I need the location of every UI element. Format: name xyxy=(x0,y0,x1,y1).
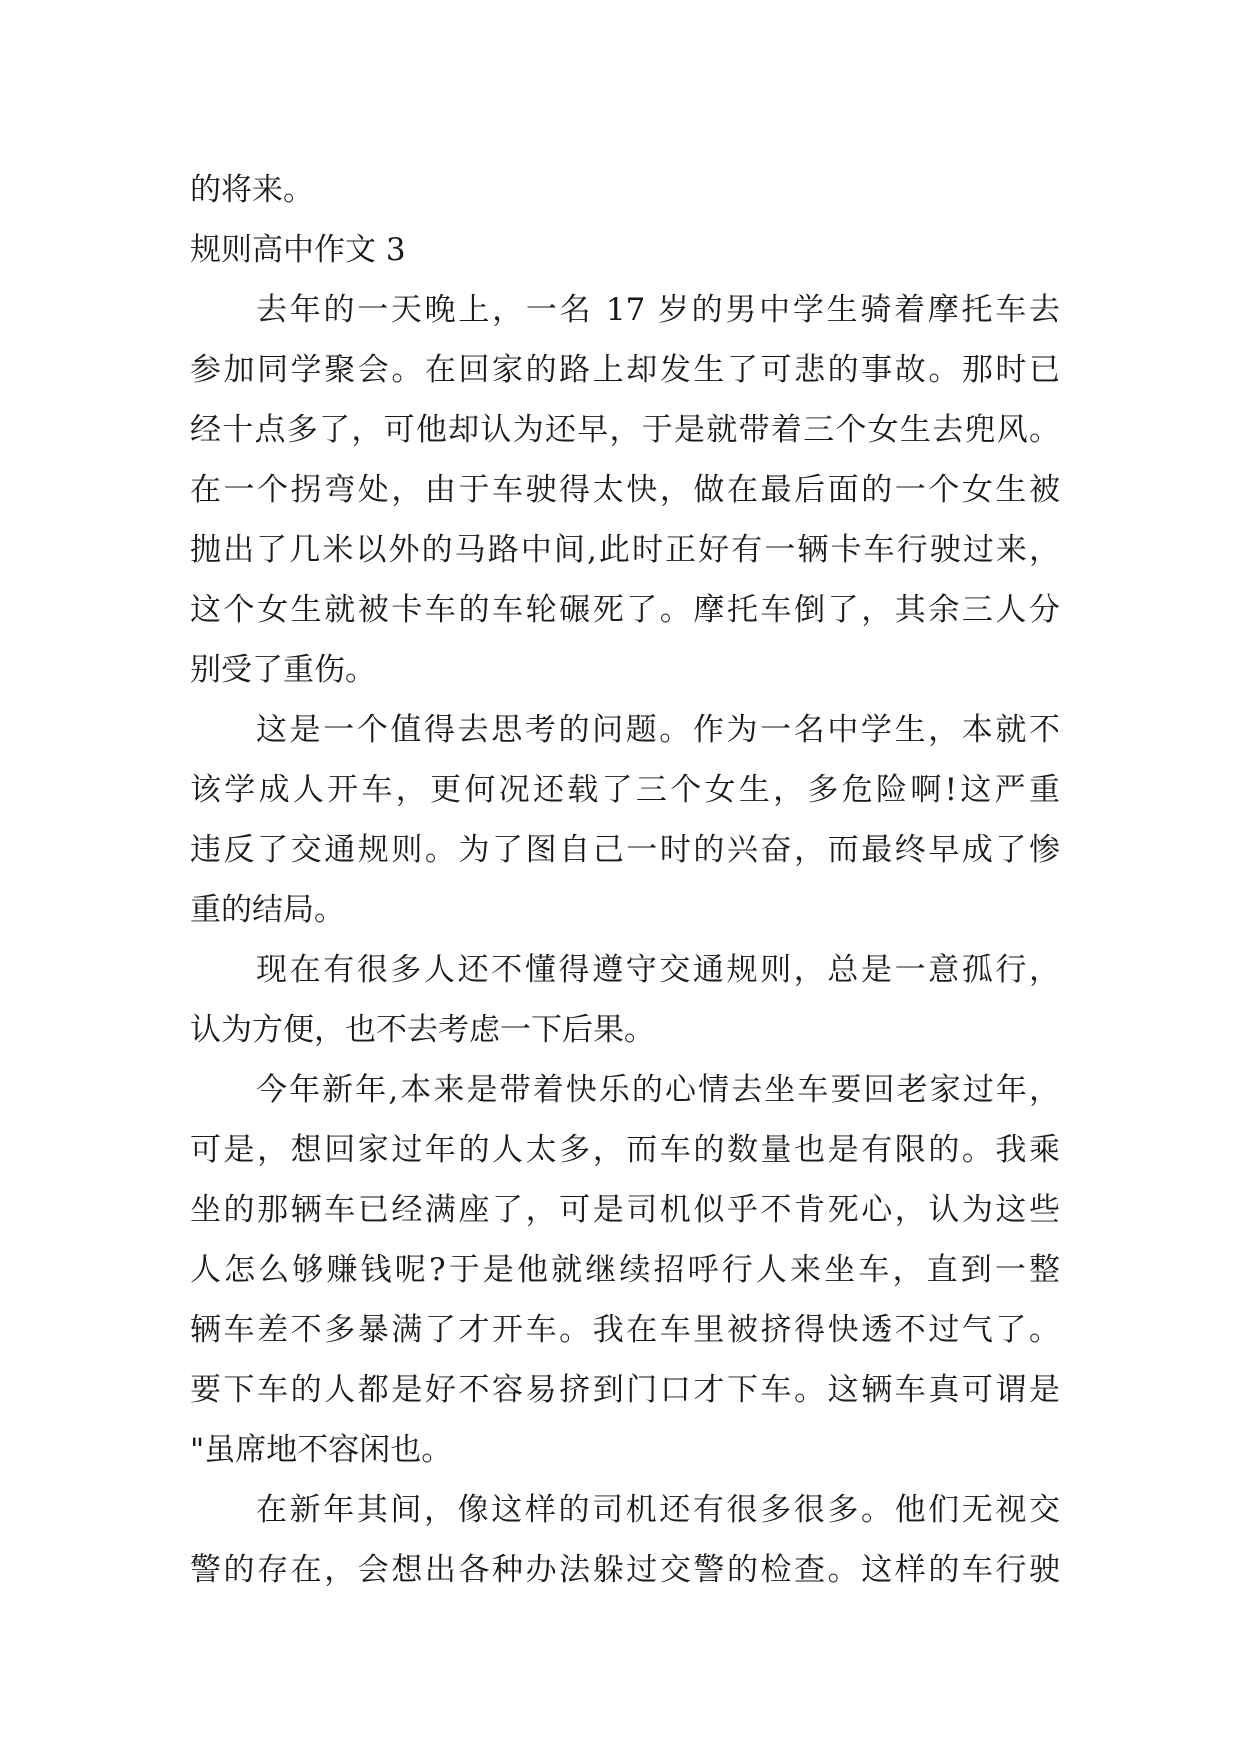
text-line: 今年新年,本来是带着快乐的心情去坐车要回老家过年， xyxy=(256,1072,1060,1108)
text-line: 现在有很多人还不懂得遵守交通规则，总是一意孤行， xyxy=(256,952,1060,988)
text-line: 的将来。 xyxy=(190,172,314,208)
essay-heading: 规则高中作文 3 xyxy=(190,232,406,268)
text-line: 别受了重伤。 xyxy=(190,652,376,688)
paragraph-4 xyxy=(190,1060,1060,1480)
text-line: 要下车的人都是好不容易挤到门口才下车。这辆车真可谓是 xyxy=(190,1372,1060,1408)
text-line: 违反了交通规则。为了图自己一时的兴奋，而最终早成了惨 xyxy=(190,832,1060,868)
text-line: 可是，想回家过年的人太多，而车的数量也是有限的。我乘 xyxy=(190,1132,1060,1168)
text-line: 这是一个值得去思考的问题。作为一名中学生，本就不 xyxy=(256,712,1060,748)
text-line: 抛出了几米以外的马路中间,此时正好有一辆卡车行驶过来， xyxy=(190,532,1060,568)
paragraph-3 xyxy=(190,940,1060,1060)
text-line: 该学成人开车，更何况还载了三个女生，多危险啊!这严重 xyxy=(190,772,1060,808)
essay-body xyxy=(190,160,1060,1600)
text-line: 经十点多了，可他却认为还早，于是就带着三个女生去兜风。 xyxy=(190,412,1060,448)
text-line: 人怎么够赚钱呢?于是他就继续招呼行人来坐车，直到一整 xyxy=(190,1252,1060,1288)
text-line: 在新年其间，像这样的司机还有很多很多。他们无视交 xyxy=(256,1492,1060,1528)
text-line: 这个女生就被卡车的车轮碾死了。摩托车倒了，其余三人分 xyxy=(190,592,1060,628)
text-line: 参加同学聚会。在回家的路上却发生了可悲的事故。那时已 xyxy=(190,352,1060,388)
text-line: 警的存在，会想出各种办法躲过交警的检查。这样的车行驶 xyxy=(190,1552,1060,1588)
paragraph-2 xyxy=(190,700,1060,940)
text-line: 认为方便，也不去考虑一下后果。 xyxy=(190,1012,655,1048)
paragraph-5 xyxy=(190,1480,1060,1600)
text-line: "虽席地不容闲也。 xyxy=(190,1432,453,1468)
text-line: 坐的那辆车已经满座了，可是司机似乎不肯死心，认为这些 xyxy=(190,1192,1060,1228)
text-line: 去年的一天晚上，一名 17 岁的男中学生骑着摩托车去 xyxy=(256,292,1060,328)
text-line: 在一个拐弯处，由于车驶得太快，做在最后面的一个女生被 xyxy=(190,472,1060,508)
text-line: 重的结局。 xyxy=(190,892,345,928)
text-line: 辆车差不多暴满了才开车。我在车里被挤得快透不过气了。 xyxy=(190,1312,1060,1348)
paragraph-1 xyxy=(190,280,1060,700)
